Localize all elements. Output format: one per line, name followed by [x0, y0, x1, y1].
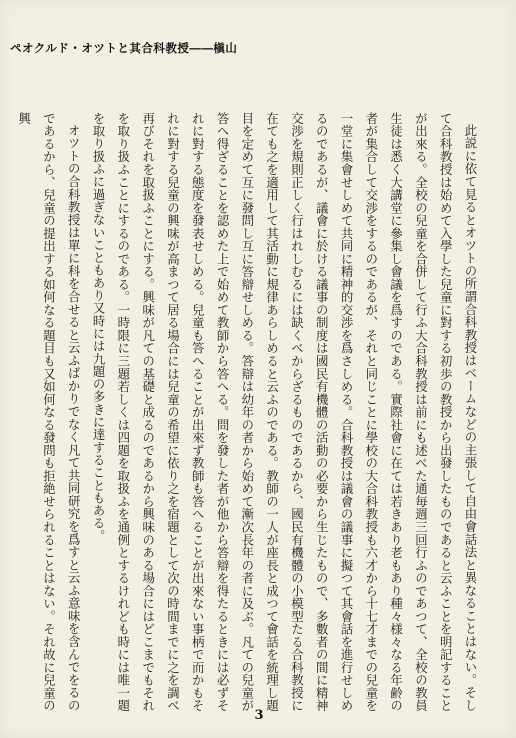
page-number: 3 [254, 708, 264, 723]
running-head: ペオクルド・オツトと其合科教授――槇山 [10, 41, 238, 55]
body-text [16, 112, 482, 712]
paragraph-2: オツトの合科教授は單に科を合せると云ふばかりでなく凡て共同研究を爲すと云ふ意味を含んでをるのであるから、兒童の提出する如何なる題目も又如何なる發問も拒絶せられることはない。それ故に兒童の興 [16, 112, 82, 712]
paragraph-1: 此説に依て見るとオツトの所謂合科教授はベームなどの主張して自由會話法と異なることはない。そして合科教授は始めて入學した兒童に對する初歩の教授から出發したものであると云ふことを明記することが出來る。全校の兒童を合併して行ふ大合科教授は前にも述べた通毎週三回行ふのであつて、全校の教員生徒は悉く大講堂に參集し會議を爲すのである。實際社會に在ては若きあり老もあり種々様々なる年齢の者が集合して交渉をするのであるが、それと同じことに學校の大合科教授も六才から十七才までの兒童を一堂に集會せしめて共同に精神的交渉を爲さしめる。合科教授は議會の議事に擬つて其會話を進行せしめるのであるが、議會に於ける議事の制度は國民有機體の活動の必要から生じたもので、多數者の間に精神交渉を規則正しく行はれしむるには缺くべからざるものであるから、國民有機體の小模型たる合科教授に在ても之を適用して其活動に規律あらしめると云ふのである。教師の一人が座長と成つて會話を統理し題目を定めて互に發問し互に答辯せしめる。答辯は幼年の者から始めて漸次長年の者に及ぶ。凡ての兒童が答へ得ざることを認めた上で始めて教師から答へる。問を發した者が他から答辯を得たるときには必ずそれに對する態度を發表せしめる。兒童も答へることが出來ず教師も答へることが出來ない事柄で而かもそれに對する兒童の興味が高まつて居る場合には兒童の希望に依り之を宿題として次の時間までに之を調べ再びそれを取扱ふことにする。興味が凡ての基礎と成るのであるから興味のある場合にはどこまでもそれを取り扱ふことにするのである。一時限に三題若しくは四題を取扱ふを通例とするけれども時には唯一題を取り扱ふに過ぎないこともあり又時には九題の多きに達することもある。 [91, 112, 478, 712]
